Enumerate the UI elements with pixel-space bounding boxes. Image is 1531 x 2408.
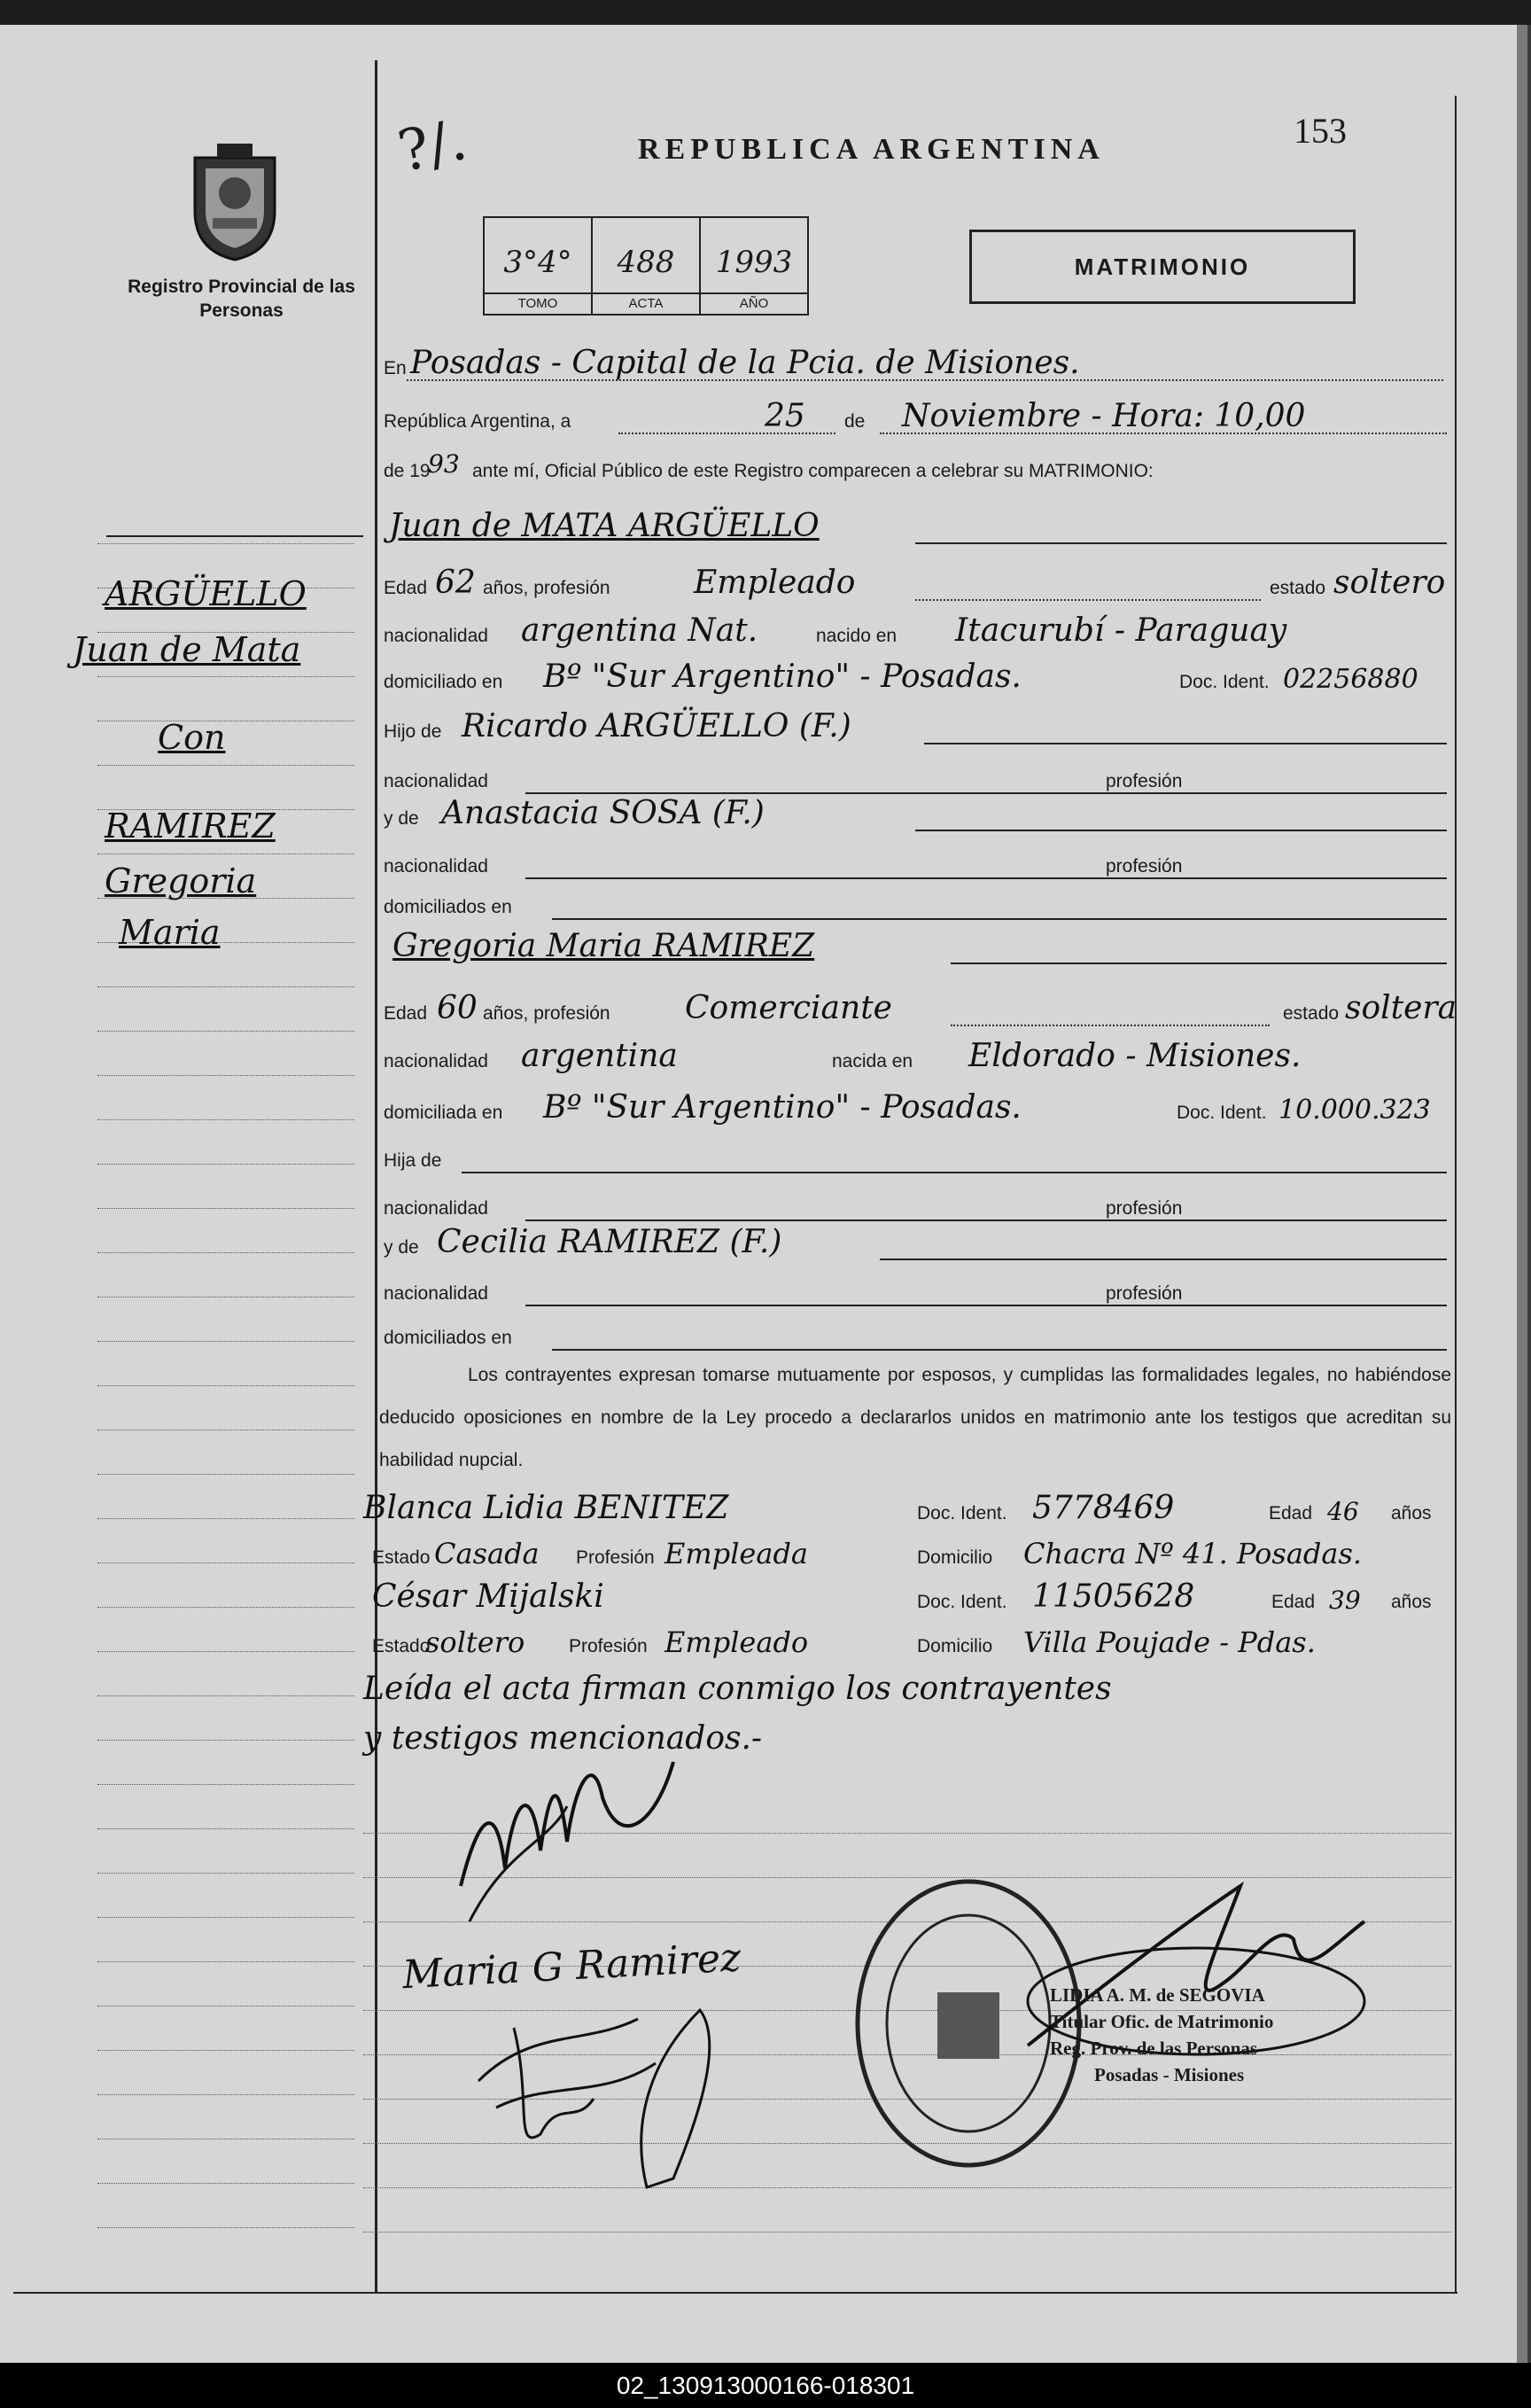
nacida-label: nacida en (832, 1051, 913, 1072)
profesion-label: profesión (1106, 1198, 1183, 1219)
mother-line (915, 830, 1447, 831)
ruled-line (97, 1297, 354, 1298)
witness1-detail-row (372, 1526, 1435, 1576)
document-title: REPUBLICA ARGENTINA (638, 133, 1105, 166)
bride-mother: Cecilia RAMIREZ (F.) (437, 1224, 782, 1260)
officer-stamp (1050, 1982, 1273, 2088)
ruled-line (97, 676, 354, 677)
ruled-line (97, 1385, 354, 1386)
domiciliado-label: domiciliado en (384, 672, 503, 692)
date-row (384, 390, 1447, 440)
bride-father-row (384, 1129, 1447, 1179)
bride-estado: soltera (1345, 990, 1457, 1026)
groom-nationality-row (384, 604, 1447, 654)
doc-ident-label: Doc. Ident. (917, 1503, 1007, 1524)
estado-label: Estado (372, 1636, 431, 1656)
witness2-row (372, 1570, 1435, 1620)
bride-nationality: argentina (521, 1038, 678, 1074)
bride-address-row (384, 1081, 1447, 1131)
ruled-line (97, 1961, 354, 1962)
anos-profesion-label: años, profesión (483, 578, 610, 598)
witness2-age: 39 (1329, 1586, 1361, 1615)
edad-label: Edad (1271, 1592, 1316, 1612)
margin-note-bride-name: Gregoria (105, 861, 257, 900)
doc-ident-label: Doc. Ident. (1179, 672, 1270, 692)
document-page (0, 25, 1531, 2363)
ruled-line (97, 1873, 354, 1874)
groom-father: Ricardo ARGÜELLO (F.) (462, 708, 851, 744)
profession-fill-line (951, 1025, 1270, 1026)
bride-mother-row (384, 1216, 1447, 1266)
anos-label: años (1391, 1592, 1432, 1612)
witness1-age: 46 (1327, 1497, 1359, 1526)
ruled-line (97, 2006, 354, 2007)
marriage-place: Posadas - Capital de la Pcia. de Misiones. (410, 345, 1080, 381)
ruled-line (97, 1695, 354, 1696)
doc-ident-label: Doc. Ident. (1177, 1103, 1267, 1123)
ruled-line (97, 2050, 354, 2051)
witness1-row (363, 1482, 1432, 1531)
tomo-label: TOMO (485, 292, 591, 314)
acta-label: ACTA (593, 292, 699, 314)
bride-name: Gregoria Maria RAMIREZ (392, 928, 815, 964)
ruled-line (97, 543, 354, 544)
groom-age-row (384, 557, 1447, 606)
groom-nationality: argentina Nat. (521, 612, 758, 649)
witness1-name: Blanca Lidia BENITEZ (363, 1490, 729, 1526)
acta-cell (593, 218, 701, 314)
margin-note-bride-surname: RAMIREZ (105, 807, 276, 846)
ruled-line (97, 1607, 354, 1608)
groom-age: 62 (435, 565, 476, 601)
y-de-label: y de (384, 808, 419, 829)
bride-age-row (384, 982, 1457, 1032)
ruled-line (97, 1917, 354, 1918)
nacionalidad-label: nacionalidad (384, 1051, 488, 1072)
edad-label: Edad (384, 1003, 428, 1024)
hija-de-label: Hija de (384, 1150, 442, 1171)
registry-office-name: Registro Provincial de las Personas (128, 277, 355, 321)
anos-profesion-label: años, profesión (483, 1003, 610, 1024)
y-de-label: y de (384, 1237, 419, 1258)
estado-label: estado (1283, 1003, 1340, 1024)
ano-value: 1993 (715, 245, 793, 280)
edad-label: Edad (384, 578, 428, 598)
father-line (924, 743, 1447, 744)
tomo-acta-ano-box (483, 216, 809, 316)
image-id-footer: 02_130913000166-018301 (0, 2363, 1531, 2408)
domicilio-label: Domicilio (917, 1636, 993, 1656)
estado-label: estado (1270, 578, 1326, 598)
bride-name-row (384, 920, 1447, 970)
groom-address: Bº "Sur Argentino" - Posadas. (543, 658, 1022, 695)
bride-birthplace: Eldorado - Misiones. (968, 1038, 1302, 1074)
tomo-cell (485, 218, 593, 314)
domiciliada-label: domiciliada en (384, 1103, 503, 1123)
tomo-value: 3°4° (503, 245, 572, 280)
nacionalidad-label: nacionalidad (384, 1283, 488, 1304)
ruled-line (97, 2227, 354, 2228)
profession-fill-line (915, 599, 1261, 601)
page-number: 153 (1294, 111, 1347, 151)
margin-note-surname: ARGÜELLO (105, 574, 307, 613)
groom-mother: Anastacia SOSA (F.) (441, 795, 765, 831)
profesion-label: Profesión (569, 1636, 648, 1656)
bride-mother-line (880, 1259, 1447, 1260)
appear-text: ante mí, Oficial Público de este Registro comparecen a celebrar su MATRIMONIO: (472, 461, 1154, 481)
ano-cell (701, 218, 807, 314)
witness2-profession: Empleado (664, 1625, 809, 1659)
ruled-line (97, 2094, 354, 2095)
profesion-label: profesión (1106, 856, 1183, 877)
place-row (384, 337, 1447, 386)
groom-parents-address-row (384, 876, 1447, 925)
bride-parents-address-line (552, 1349, 1447, 1351)
doc-ident-label: Doc. Ident. (917, 1592, 1007, 1612)
witness2-detail-row (372, 1615, 1435, 1664)
declaration-text: Los contrayentes expresan tomarse mutuamente por esposos, y cumplidas las formalidades legales, no habiéndose deducido oposiciones en nombre de la Ley procedo a declararlos unidos en matrimonio ante los testigos que acreditan su habilidad nupcial. (379, 1365, 1451, 1470)
groom-name-line (915, 542, 1447, 544)
bride-mother-nationality-row (384, 1262, 1447, 1312)
witness2-name: César Mijalski (372, 1578, 604, 1615)
ruled-line (97, 1651, 354, 1652)
hijo-de-label: Hijo de (384, 721, 442, 742)
year-row (384, 440, 1447, 489)
ruled-line (97, 1164, 354, 1165)
domiciliados-label: domiciliados en (384, 1328, 512, 1348)
bride-signature: Maria G Ramirez (401, 1935, 742, 1999)
republica-label: República Argentina, a (384, 411, 571, 432)
witness2-doc: 11505628 (1032, 1578, 1195, 1615)
margin-note-bride-middle: Maria (119, 913, 221, 952)
ruled-line (97, 765, 354, 766)
ruled-line (97, 853, 354, 854)
groom-name-row (384, 500, 1447, 549)
nacido-label: nacido en (816, 626, 898, 646)
nacionalidad-label: nacionalidad (384, 1198, 488, 1219)
bride-doc-number: 10.000.323 (1278, 1095, 1431, 1126)
bride-age: 60 (437, 990, 478, 1026)
groom-birthplace: Itacurubí - Paraguay (955, 612, 1287, 649)
stamp-line-4: Posadas - Misiones (1094, 2064, 1245, 2085)
ruled-line (97, 1562, 354, 1563)
domicilio-label: Domicilio (917, 1547, 993, 1568)
en-label: En (384, 358, 407, 378)
marriage-month-time: Noviembre - Hora: 10,00 (902, 398, 1306, 434)
check-mark: ?/. (392, 106, 473, 186)
witness1-domicile: Chacra Nº 41. Posadas. (1023, 1537, 1363, 1570)
profesion-label: profesión (1106, 771, 1183, 791)
stamp-line-2: Titular Ofic. de Matrimonio (1050, 2011, 1274, 2032)
groom-name: Juan de MATA ARGÜELLO (389, 508, 820, 544)
ruled-line (97, 1031, 354, 1032)
nacionalidad-label: nacionalidad (384, 771, 488, 791)
closing-line-2: y testigos mencionados.- (363, 1720, 763, 1757)
de-label: de (844, 411, 866, 432)
ruled-line (97, 1119, 354, 1120)
ruled-line (97, 1518, 354, 1519)
record-type-box: MATRIMONIO (969, 230, 1356, 304)
margin-divider (106, 535, 363, 537)
edad-label: Edad (1269, 1503, 1313, 1524)
ruled-line (97, 2183, 354, 2184)
marriage-day: 25 (765, 398, 805, 434)
bride-name-line (951, 962, 1447, 964)
witness1-estado: Casada (434, 1537, 540, 1570)
bride-address: Bº "Sur Argentino" - Posadas. (543, 1089, 1022, 1126)
margin-note-con: Con (158, 718, 226, 757)
nacionalidad-label: nacionalidad (384, 856, 488, 877)
ruled-line (97, 1075, 354, 1076)
groom-father-row (384, 700, 1447, 750)
stamp-line-3: Reg. Prov. de las Personas (1050, 2038, 1258, 2059)
witness-signatures-icon (461, 1975, 780, 2205)
bride-father-line (462, 1172, 1447, 1173)
provincial-crest-icon (186, 140, 284, 264)
bride-profession: Comerciante (685, 990, 892, 1026)
ano-label: AÑO (701, 292, 807, 314)
witness1-doc: 5778469 (1032, 1490, 1175, 1526)
estado-label: Estado (372, 1547, 431, 1568)
marriage-year: 93 (428, 449, 460, 479)
witness1-profession: Empleada (664, 1537, 808, 1570)
bride-nationality-row (384, 1030, 1447, 1079)
closing-line-1: Leída el acta firman conmigo los contrayentes (363, 1671, 1112, 1707)
ruled-line (97, 1828, 354, 1829)
ruled-line (97, 1252, 354, 1253)
ruled-line (97, 1474, 354, 1475)
anos-label: años (1391, 1503, 1432, 1524)
ruled-line (97, 1208, 354, 1209)
groom-profession: Empleado (694, 565, 856, 601)
year-prefix: de 19 (384, 461, 431, 481)
witness2-domicile: Villa Poujade - Pdas. (1023, 1625, 1316, 1659)
ruled-line (97, 1341, 354, 1342)
nacionalidad-label: nacionalidad (384, 626, 488, 646)
margin-ruled-lines (97, 543, 354, 2272)
witness2-estado: soltero (425, 1625, 525, 1659)
stamp-line-1: LIDIA A. M. de SEGOVIA (1050, 1984, 1265, 2006)
ruled-line (97, 1784, 354, 1785)
ruled-line (97, 986, 354, 987)
margin-note-given-name: Juan de Mata (73, 630, 301, 669)
profesion-label: profesión (1106, 1283, 1183, 1304)
acta-value: 488 (617, 245, 675, 280)
groom-signature-icon (425, 1744, 691, 1957)
groom-address-row (384, 651, 1447, 700)
groom-mother-row (384, 787, 1447, 837)
right-border (1455, 96, 1457, 2294)
groom-estado: soltero (1333, 565, 1446, 601)
domiciliados-label: domiciliados en (384, 897, 512, 917)
groom-doc-number: 02256880 (1283, 664, 1418, 695)
closing-row-1 (363, 1663, 1426, 1712)
profesion-label: Profesión (576, 1547, 655, 1568)
ruled-line (97, 1740, 354, 1741)
bride-parents-address-row (384, 1306, 1447, 1356)
